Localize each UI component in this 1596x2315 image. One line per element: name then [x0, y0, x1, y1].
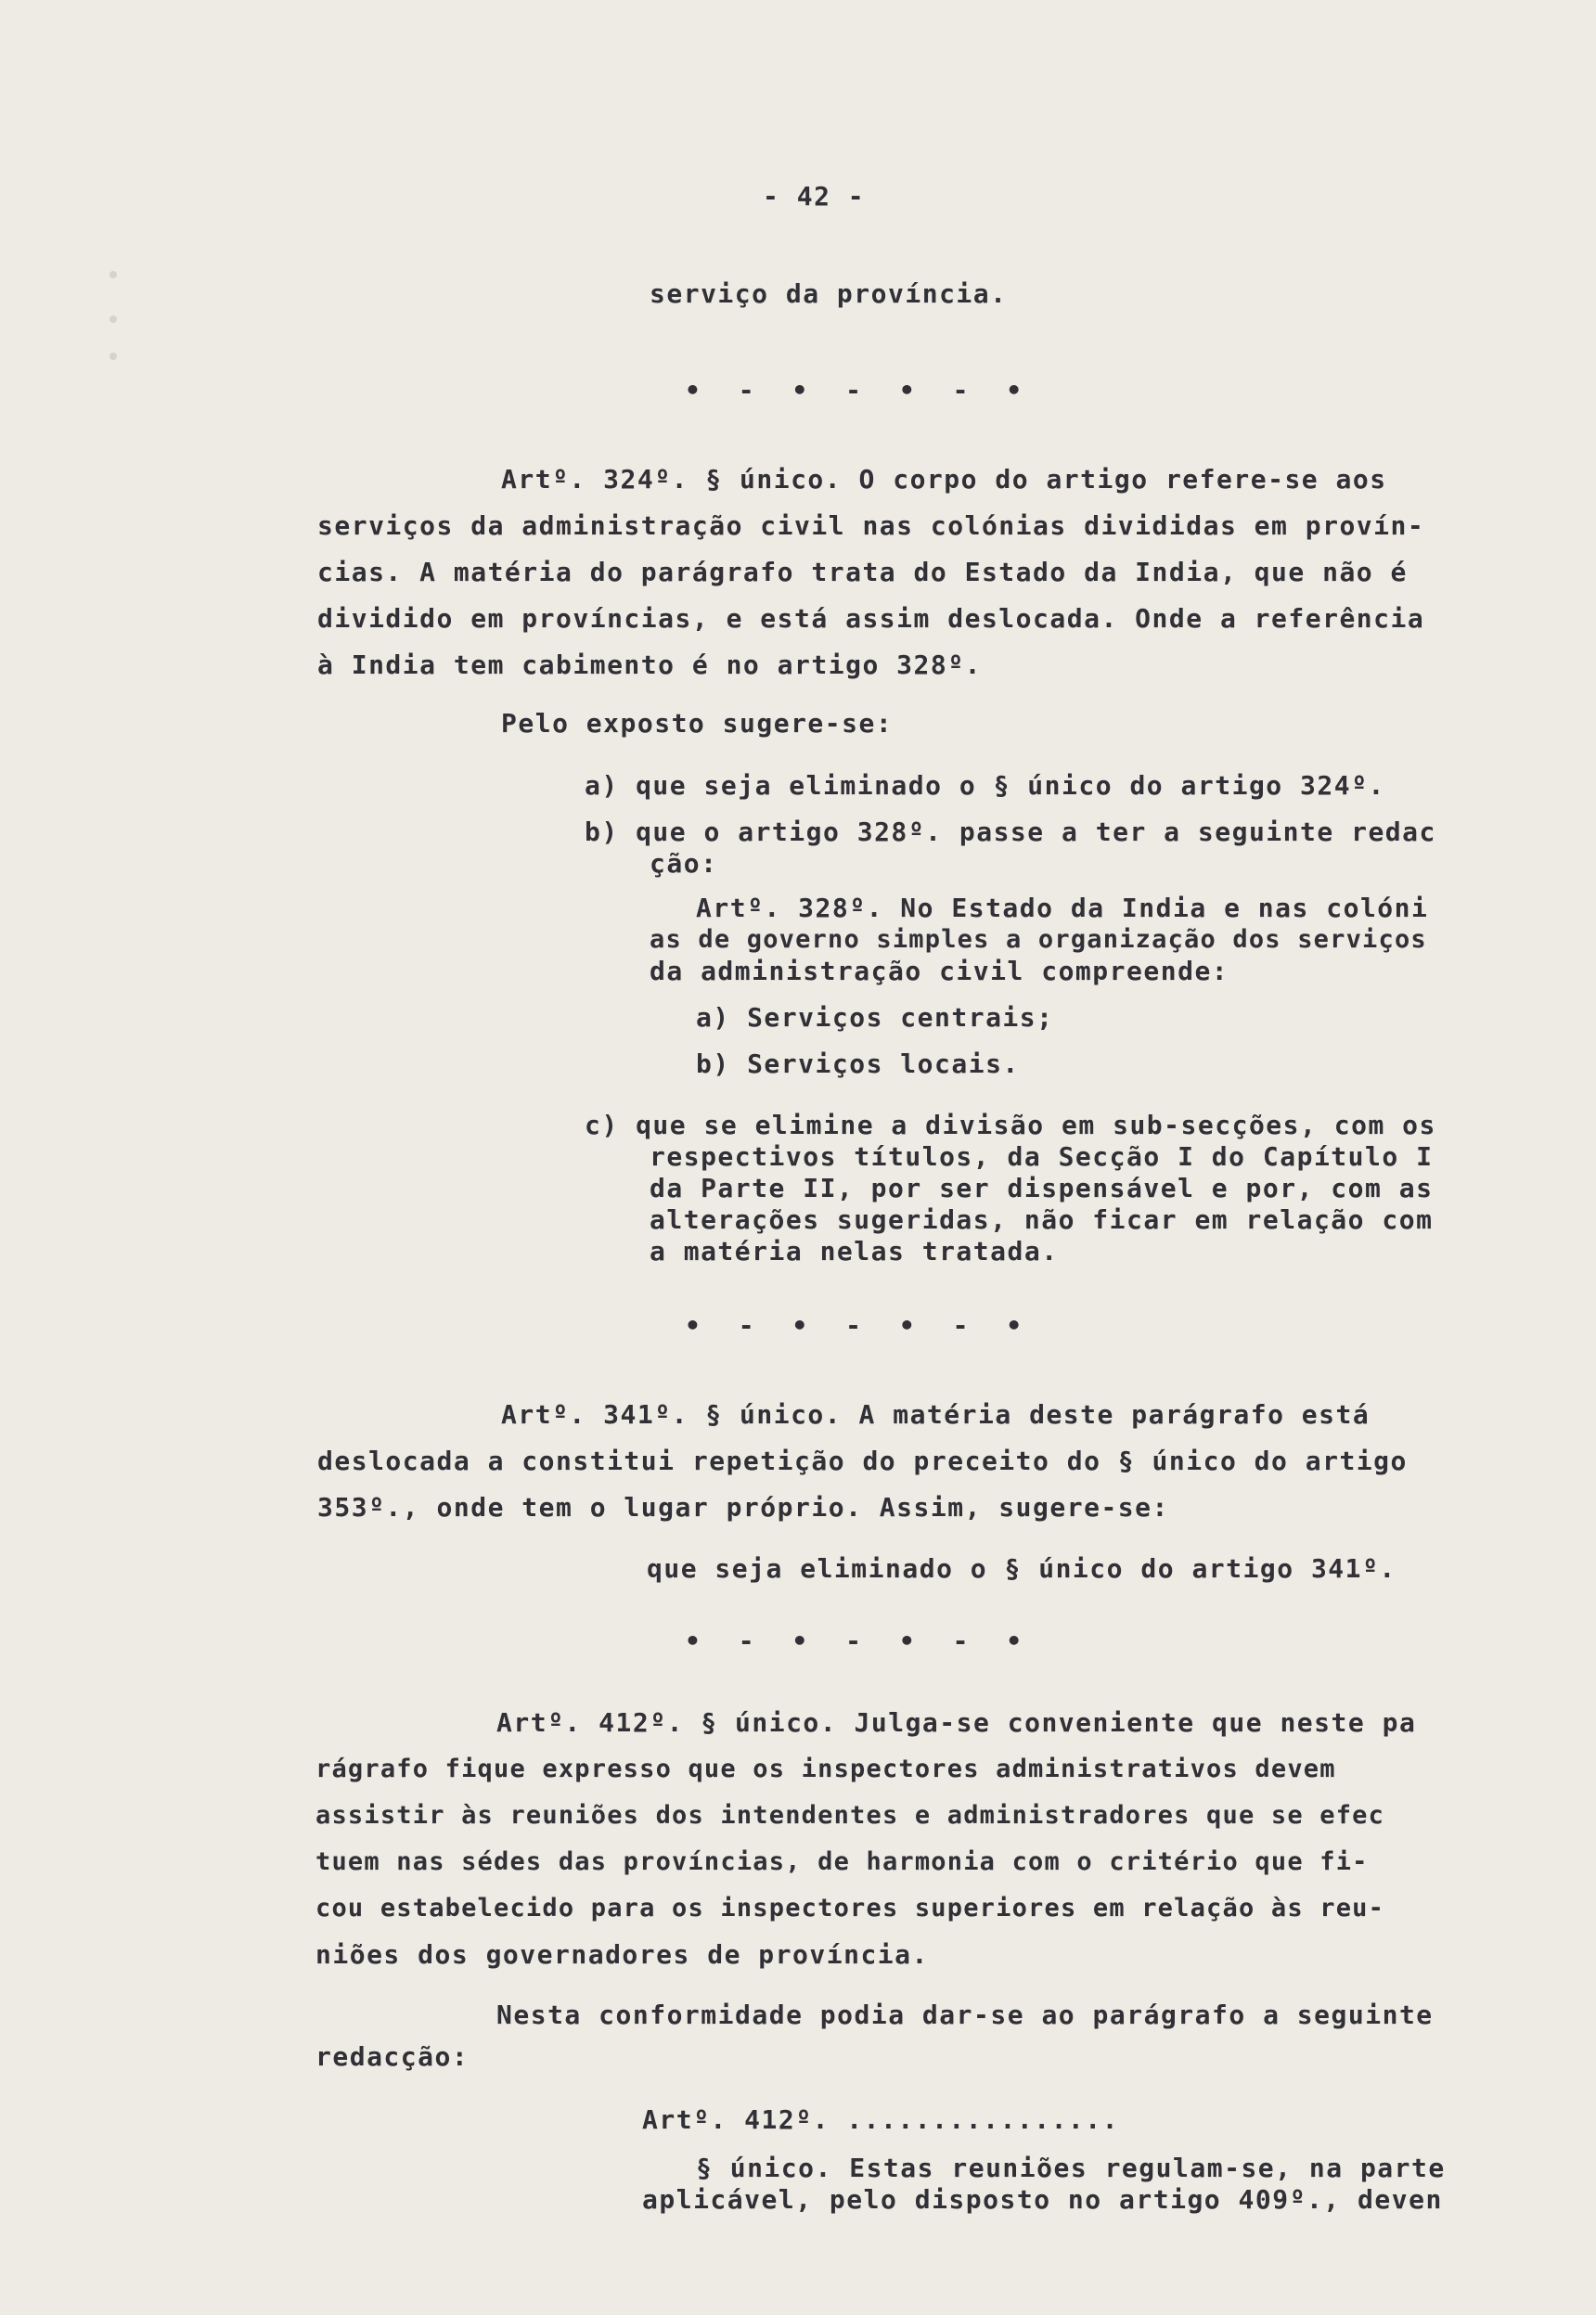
art412-line: assistir às reuniões dos intendentes e administradores que se efec: [315, 1801, 1385, 1830]
punch-mark: [109, 353, 117, 360]
art341-suggestion: que seja eliminado o § único do artigo 341º.: [647, 1553, 1396, 1584]
art412-line: Artº. 412º. § único. Julga-se conveniente que neste pa: [496, 1707, 1417, 1738]
item-c: c) que se elimine a divisão em sub-secções, com os: [585, 1110, 1436, 1140]
art341-line: deslocada a constitui repetição do preceito do § único do artigo: [317, 1446, 1408, 1476]
exposto-line: Pelo exposto sugere-se:: [501, 708, 894, 739]
quote-line: Artº. 328º. No Estado da India e nas colóni: [696, 893, 1429, 923]
art341-line: 353º., onde tem o lugar próprio. Assim, sugere-se:: [317, 1492, 1169, 1523]
item-c: a matéria nelas tratada.: [650, 1236, 1059, 1267]
art324-line: à India tem cabimento é no artigo 328º.: [317, 649, 982, 680]
art324-line: serviços da administração civil nas colónias divididas em provín-: [317, 510, 1425, 541]
art324-line: cias. A matéria do parágrafo trata do Estado da India, que não é: [317, 557, 1408, 587]
quote-item-b: b) Serviços locais.: [696, 1048, 1020, 1079]
conformidade-line: Nesta conformidade podia dar-se ao parágrafo a seguinte: [496, 2000, 1434, 2030]
separator: • - • - • - •: [685, 1310, 1034, 1341]
item-a: a) que seja eliminado o § único do artigo 324º.: [585, 770, 1385, 801]
quote-line: aplicável, pelo disposto no artigo 409º., deven: [642, 2184, 1443, 2215]
art324-line: Artº. 324º. § único. O corpo do artigo refere-se aos: [501, 464, 1387, 495]
art341-line: Artº. 341º. § único. A matéria deste parágrafo está: [501, 1399, 1371, 1430]
quote-line: § único. Estas reuniões regulam-se, na parte: [696, 2153, 1446, 2183]
item-c: da Parte II, por ser dispensável e por, com as: [650, 1173, 1434, 1203]
intro-line: serviço da província.: [650, 278, 1008, 309]
item-b: b) que o artigo 328º. passe a ter a seguinte redac: [585, 817, 1436, 847]
quote-item-a: a) Serviços centrais;: [696, 1002, 1054, 1033]
punch-mark: [109, 315, 117, 323]
conformidade-line: redacção:: [315, 2041, 470, 2072]
quote-line: as de governo simples a organização dos serviços: [650, 925, 1427, 954]
page-number: - 42 -: [763, 181, 866, 212]
art412-line: niões dos governadores de província.: [315, 1939, 929, 1970]
item-c: alterações sugeridas, não ficar em relação com: [650, 1204, 1434, 1235]
separator: • - • - • - •: [685, 375, 1034, 405]
quote-line: da administração civil compreende:: [650, 956, 1229, 986]
art412-line: rágrafo fique expresso que os inspectores administrativos devem: [315, 1755, 1336, 1783]
quote-head: Artº. 412º. ................: [642, 2104, 1120, 2135]
art412-line: cou estabelecido para os inspectores superiores em relação às reu-: [315, 1894, 1385, 1923]
art324-line: dividido em províncias, e está assim deslocada. Onde a referência: [317, 603, 1425, 634]
item-b: ção:: [650, 848, 718, 879]
item-c: respectivos títulos, da Secção I do Capítulo I: [650, 1141, 1434, 1172]
art412-line: tuem nas sédes das províncias, de harmonia com o critério que fi-: [315, 1847, 1369, 1876]
punch-mark: [109, 271, 117, 278]
separator: • - • - • - •: [685, 1626, 1034, 1656]
